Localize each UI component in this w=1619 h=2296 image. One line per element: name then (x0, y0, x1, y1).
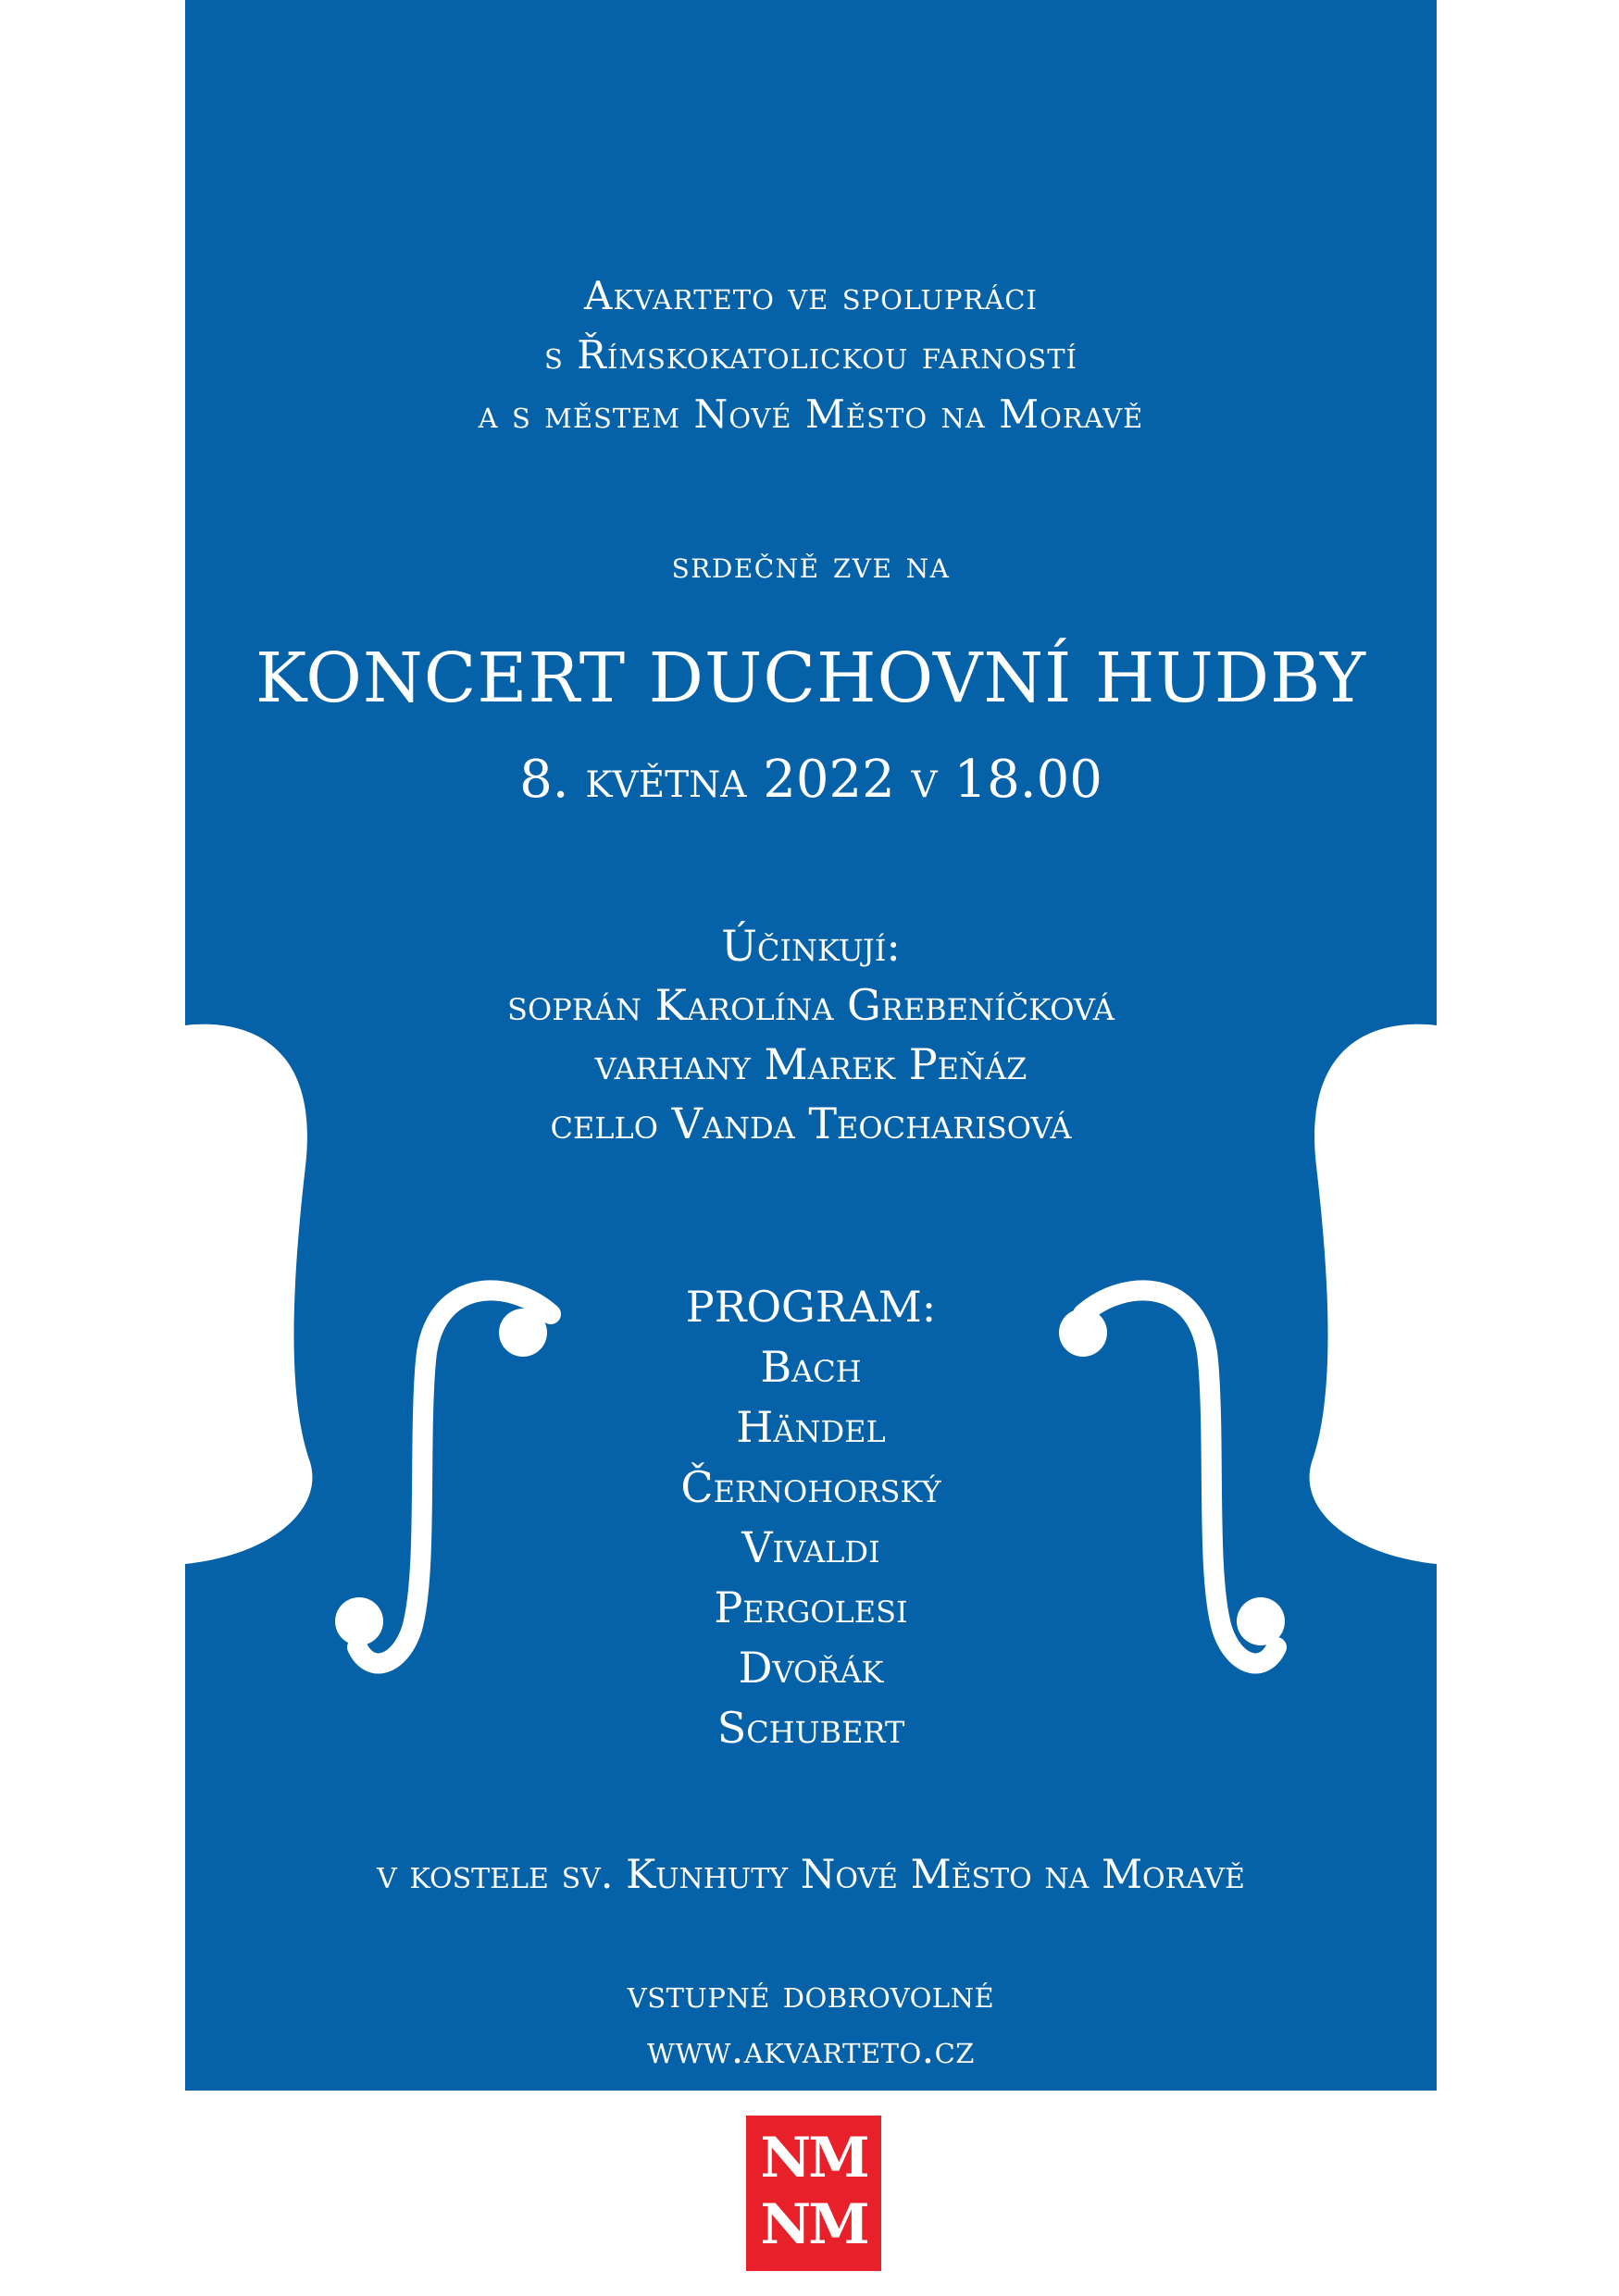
program-composer: Bach (760, 1342, 862, 1392)
performer-line: varhany Marek Peňáz (594, 1039, 1027, 1089)
intro-line: Akvarteto ve spolupráci (584, 273, 1038, 318)
program-composer: Vivaldi (741, 1522, 880, 1572)
concert-title: KONCERT DUCHOVNÍ HUDBY (255, 639, 1366, 718)
venue-text: v kostele sv. Kunhuty Nové Město na Moravě (377, 1852, 1245, 1898)
concert-date: 8. května 2022 v 18.00 (519, 750, 1102, 810)
admission-text: vstupné dobrovolné (627, 1971, 995, 2017)
performers-block (185, 916, 1437, 1153)
footer-block (185, 1967, 1437, 2078)
program-composer: Händel (736, 1402, 886, 1452)
website-link[interactable]: www.akvarteto.cz (647, 2027, 975, 2072)
performers-heading: Účinkují: (721, 921, 901, 971)
intro-line: a s městem Nové Město na Moravě (478, 391, 1144, 437)
program-composer: Pergolesi (714, 1582, 908, 1632)
program-block (185, 1277, 1437, 1758)
nm-logo-line: NM (760, 2192, 867, 2257)
performer-line: soprán Karolína Grebeníčková (507, 980, 1115, 1030)
program-composer: Dvořák (738, 1643, 884, 1693)
program-heading: PROGRAM: (685, 1282, 937, 1332)
nm-logo-line: NM (760, 2126, 867, 2191)
program-composer: Schubert (716, 1703, 905, 1753)
performer-line: cello Vanda Teocharisová (550, 1098, 1072, 1148)
intro-block (185, 267, 1437, 444)
poster-panel (185, 0, 1437, 2091)
program-composer: Černohorský (680, 1462, 941, 1512)
intro-line: s Římskokatolickou farností (543, 332, 1078, 378)
invite-text: srdečně zve na (671, 544, 951, 587)
nmnm-logo (746, 2116, 881, 2271)
